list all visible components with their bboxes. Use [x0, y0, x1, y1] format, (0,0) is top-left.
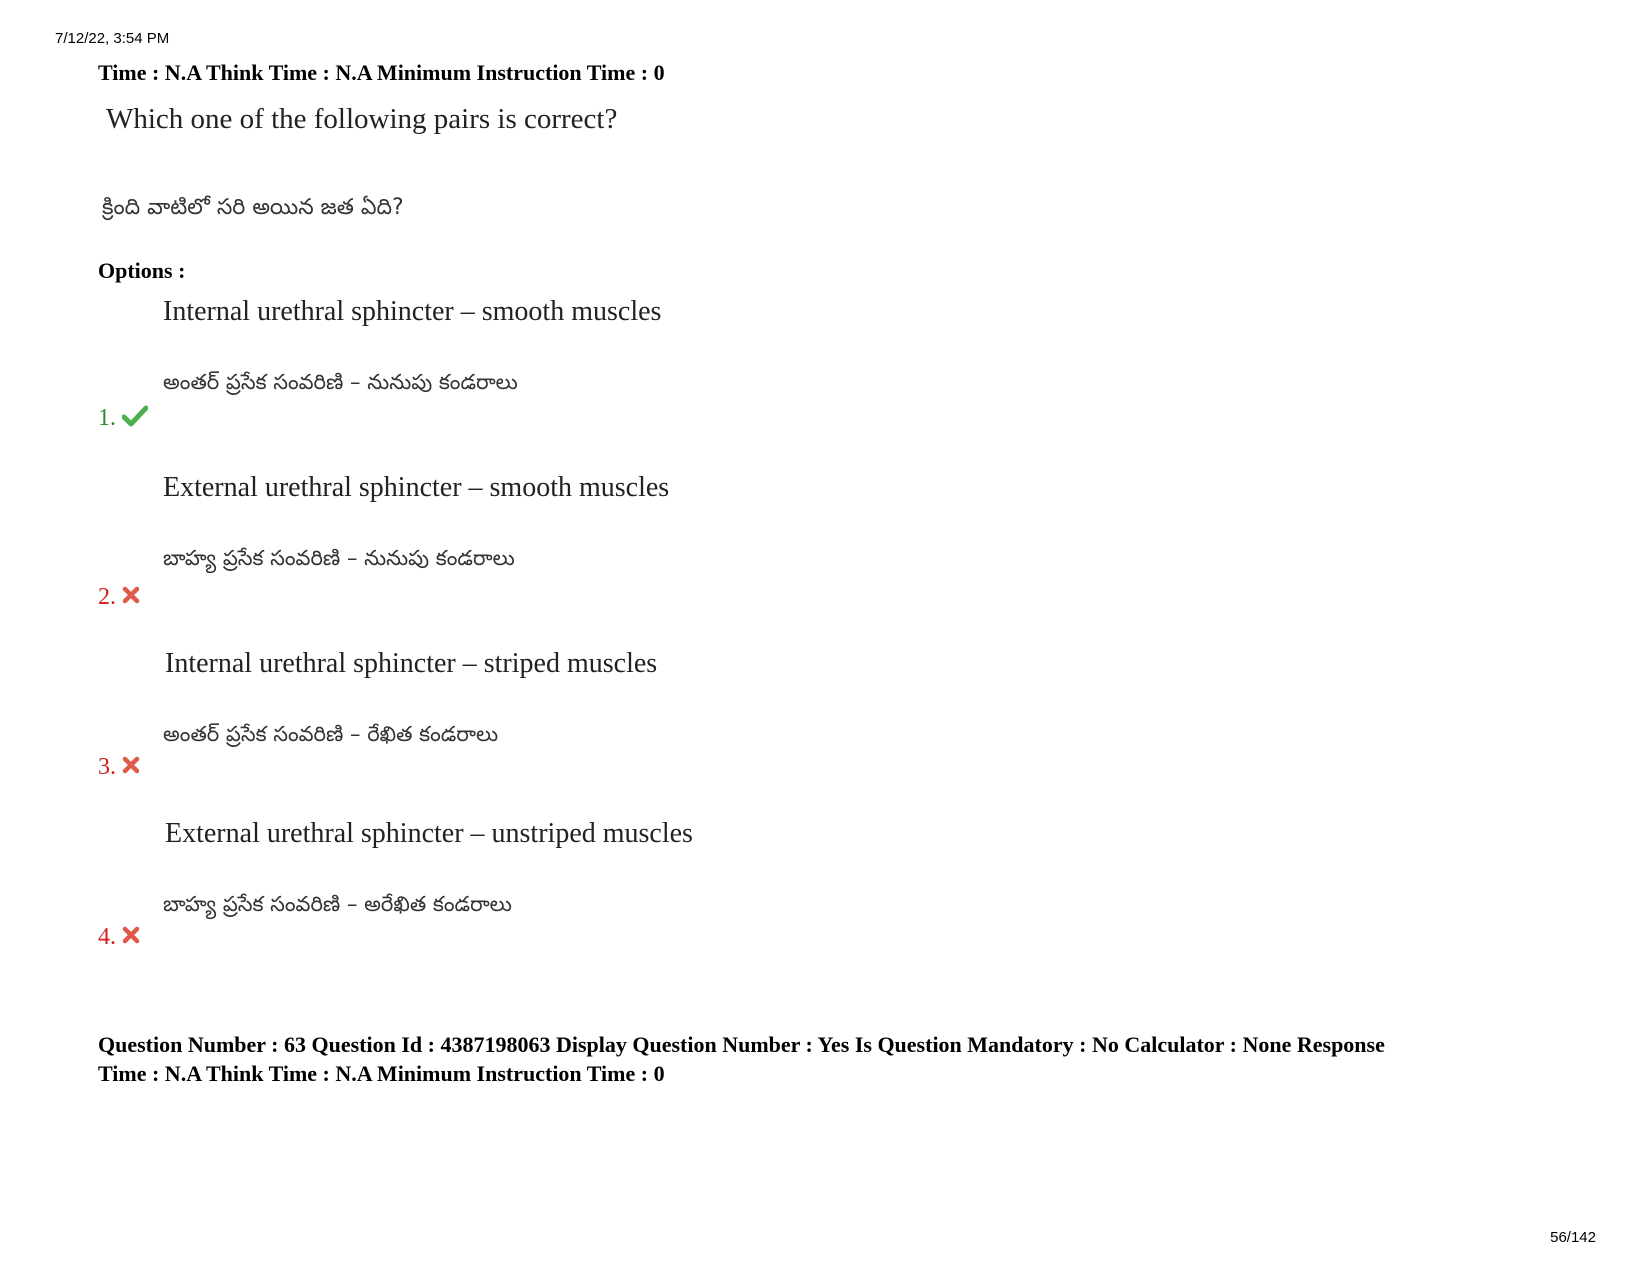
option-4-number-row: [98, 924, 140, 951]
option-1-english: Internal urethral sphincter – smooth muscles: [163, 296, 662, 327]
option-2-number: 2.: [98, 584, 116, 610]
question-text-english: Which one of the following pairs is correct?: [106, 103, 618, 135]
option-3-number-row: [98, 754, 140, 781]
option-2-number-row: [98, 584, 140, 611]
cross-icon: [122, 754, 140, 781]
option-4-english: External urethral sphincter – unstriped muscles: [165, 818, 693, 849]
question-timing-meta: Time : N.A Think Time : N.A Minimum Instruction Time : 0: [98, 60, 665, 85]
option-4-number: 4.: [98, 924, 116, 950]
option-3-english: Internal urethral sphincter – striped muscles: [165, 648, 658, 679]
option-4-telugu: బాహ్య ప్రసేక సంవరిణి – అరేఖిత కండరాలు: [163, 892, 512, 916]
question-text-telugu: క్రింది వాటిలో సరి అయిన జత ఏది?: [102, 195, 404, 220]
option-3-number: 3.: [98, 754, 116, 780]
options-label: Options :: [98, 258, 186, 283]
option-1-number: 1.: [98, 405, 116, 431]
option-2-english: External urethral sphincter – smooth muscles: [163, 472, 670, 503]
option-3-telugu: అంతర్ ప్రసేక సంవరిణి – రేఖిత కండరాలు: [163, 722, 499, 746]
check-icon: [122, 405, 148, 434]
page-number: 56/142: [1550, 1229, 1596, 1246]
next-question-meta-line1: Question Number : 63 Question Id : 4387198063 Display Question Number : Yes Is Question Mandatory : No Calculator : None Response: [98, 1032, 1385, 1057]
print-datetime: 7/12/22, 3:54 PM: [55, 30, 170, 47]
cross-icon: [122, 584, 140, 611]
next-question-meta-line2: Time : N.A Think Time : N.A Minimum Instruction Time : 0: [98, 1061, 665, 1086]
cross-icon: [122, 924, 140, 951]
option-2-telugu: బాహ్య ప్రసేక సంవరిణి – నునుపు కండరాలు: [163, 546, 515, 570]
option-1-telugu: అంతర్ ప్రసేక సంవరిణి – నునుపు కండరాలు: [163, 370, 518, 394]
option-1-number-row: [98, 405, 148, 434]
